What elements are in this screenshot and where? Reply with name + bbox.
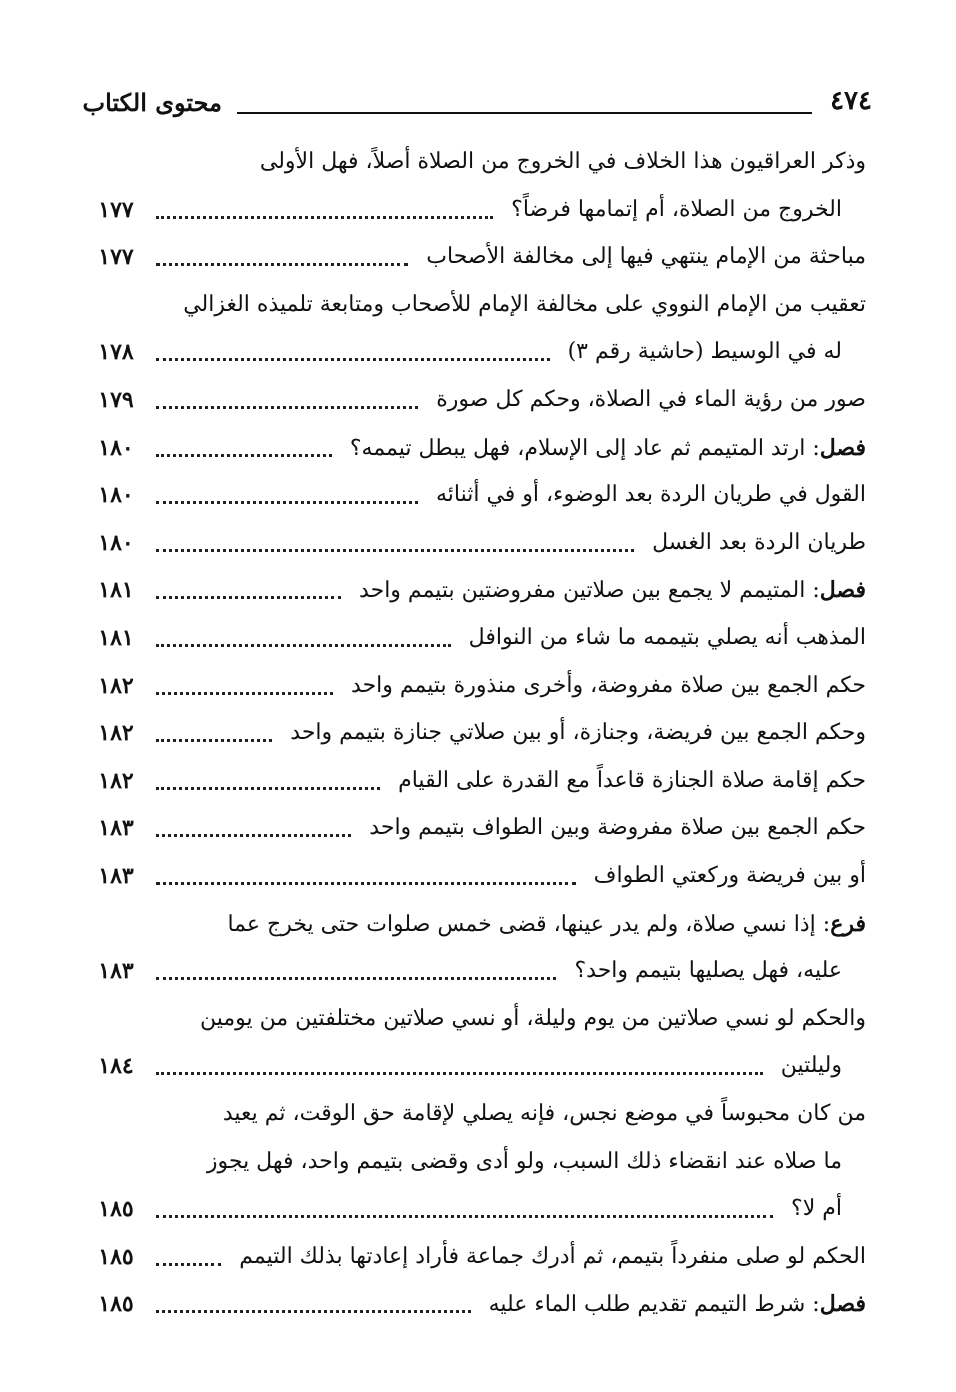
toc-line: [92, 618, 866, 658]
toc-line: [92, 761, 866, 801]
dot-leader: [156, 1072, 763, 1075]
entry-line-text: القول في طريان الردة بعد الوضوء، أو في أثنائه: [435, 482, 866, 508]
entry-line-text: ما صلاه عند انقضاء ذلك السبب، ولو أدى وقضى بتيمم واحد، فهل يجوز: [206, 1148, 842, 1174]
entry-prefix: فصل: [819, 577, 866, 604]
toc-entry-text: [200, 999, 866, 1039]
toc-entry-text: [398, 761, 866, 801]
dot-leader: [156, 263, 408, 266]
toc-entry-text: [359, 570, 866, 611]
dot-leader: [156, 1310, 471, 1313]
toc-page-number: ١٨٠: [98, 434, 134, 461]
entry-prefix: فصل: [819, 434, 866, 461]
toc-entry-text: [511, 190, 842, 230]
toc-line: [92, 1189, 842, 1229]
dot-leader: [156, 358, 550, 361]
toc-line: [92, 1237, 866, 1277]
dot-leader: [156, 406, 418, 409]
toc-entry-text: [351, 666, 866, 706]
toc-page-number: ١٧٧: [98, 244, 134, 271]
toc-page-number: ١٨٠: [98, 482, 134, 509]
toc-page-number: ١٧٧: [98, 196, 134, 223]
toc-line: [92, 1046, 842, 1086]
toc-page-number: ١٨٢: [98, 672, 134, 699]
toc-line: [92, 523, 866, 563]
entry-line-text: عليه، فهل يصليها بتيمم واحد؟: [574, 958, 842, 984]
toc-line: [92, 808, 866, 848]
toc-entry-text: [436, 380, 866, 420]
dot-leader: [156, 834, 351, 837]
entry-line-text: الحكم لو صلى منفرداً بتيمم، ثم أدرك جماعة فأراد إعادتها بذلك التيمم: [239, 1243, 866, 1269]
entry-line-text: وحكم الجمع بين فريضة، وجنازة، أو بين صلاتي جنازة بتيمم واحد: [290, 720, 866, 746]
toc-entry-text: [791, 1189, 842, 1229]
entry-line-text: تعقيب من الإمام النووي على مخالفة الإمام للأصحاب ومتابعة تلميذه الغزالي: [183, 291, 866, 317]
toc-page-number: ١٨٤: [98, 1053, 134, 1080]
toc-line: [92, 237, 866, 277]
toc-line: [92, 332, 842, 372]
entry-line-text: المذهب أنه يصلي بتيممه ما شاء من النوافل: [468, 625, 866, 650]
toc-page-number: ١٨٠: [98, 529, 134, 556]
toc-entry-text: [260, 142, 866, 182]
toc-entry-text: [469, 618, 866, 658]
entry-line-text: حكم الجمع بين صلاة مفروضة، وأخرى منذورة بتيمم واحد: [351, 672, 866, 698]
toc-line: [92, 999, 866, 1039]
entry-line-text: حكم الجمع بين صلاة مفروضة وبين الطواف بتيمم واحد: [369, 815, 866, 841]
toc-entry-text: [594, 856, 866, 896]
entry-line-text: : إذا نسي صلاة، ولم يدر عينها، قضى خمس صلوات حتى يخرج عما: [227, 911, 831, 937]
toc-line: [92, 856, 866, 896]
toc-page-number: ١٨٢: [98, 720, 134, 747]
toc-line: [92, 1094, 866, 1134]
page-number: ٤٧٤: [830, 86, 872, 116]
dot-leader: [156, 692, 333, 695]
dot-leader: [156, 501, 418, 504]
toc-entry-text: [350, 428, 866, 469]
dot-leader: [156, 216, 493, 219]
dot-leader: [156, 1215, 773, 1218]
toc-line: [92, 713, 866, 753]
toc-line: [92, 951, 842, 991]
dot-leader: [156, 549, 634, 552]
toc-entry-text: [426, 237, 866, 277]
toc-page-number: ١٨٥: [98, 1243, 134, 1270]
toc-page-number: ١٨٢: [98, 767, 134, 794]
entry-line-text: : شرط التيمم تقديم طلب الماء عليه: [488, 1292, 820, 1318]
entry-line-text: له في الوسيط (حاشية رقم ٣): [567, 339, 842, 365]
toc-entry-text: [369, 808, 866, 848]
entry-line-text: طريان الردة بعد الغسل: [652, 529, 866, 555]
toc-line: [92, 904, 866, 944]
toc-entry-text: [207, 1142, 842, 1182]
entry-line-text: وليلتين: [780, 1053, 842, 1079]
toc-line: [92, 190, 842, 230]
toc-entry-text: [781, 1046, 842, 1086]
toc-line: [92, 380, 866, 420]
entry-line-text: الخروج من الصلاة، أم إتمامها فرضاً؟: [511, 196, 842, 222]
entry-line-text: والحكم لو نسي صلاتين من يوم وليلة، أو نسي صلاتين مختلفتين من يومين: [200, 1005, 866, 1031]
toc-line: [92, 1284, 866, 1324]
dot-leader: [156, 882, 576, 885]
toc-page-number: ١٨٥: [98, 1196, 134, 1223]
toc-page-number: ١٨٣: [98, 958, 134, 985]
toc-line: [92, 475, 866, 515]
toc-entry-text: [436, 475, 866, 515]
toc-page-number: ١٨٣: [98, 815, 134, 842]
toc-line: [92, 570, 866, 610]
toc-page-number: ١٧٩: [98, 387, 134, 413]
running-title: محتوى الكتاب: [82, 88, 222, 117]
toc-entry-text: [489, 1284, 866, 1325]
page-header: [82, 86, 872, 122]
header-rule: [237, 112, 812, 114]
toc-line: [92, 428, 866, 468]
entry-line-text: : المتيمم لا يجمع بين صلاتين مفروضتين بتيمم واحد: [359, 578, 820, 604]
toc-page-number: ١٨١: [98, 577, 134, 604]
dot-leader: [156, 1263, 221, 1266]
toc-entry-text: [239, 1237, 866, 1277]
toc-entry-text: [568, 332, 842, 372]
dot-leader: [156, 596, 341, 599]
toc-page-number: ١٨١: [98, 625, 134, 651]
toc-line: [92, 1142, 842, 1182]
dot-leader: [156, 787, 380, 790]
toc-entry-text: [227, 904, 866, 945]
toc-page-number: ١٨٣: [98, 863, 134, 889]
toc-entry-text: [652, 523, 866, 563]
toc-entry-text: [183, 285, 866, 325]
toc-entry-text: [223, 1094, 866, 1134]
entry-line-text: أم لا؟: [791, 1196, 842, 1222]
toc-page-number: ١٧٨: [98, 339, 134, 366]
entry-prefix: فصل: [819, 1291, 866, 1318]
entry-line-text: حكم إقامة صلاة الجنازة قاعداً مع القدرة على القيام: [398, 767, 866, 793]
dot-leader: [156, 977, 556, 980]
entry-prefix: فرع: [830, 910, 866, 937]
entry-line-text: وذكر العراقيون هذا الخلاف في الخروج من الصلاة أصلاً، فهل الأولى: [259, 149, 866, 174]
dot-leader: [156, 739, 272, 742]
toc-page-number: ١٨٥: [98, 1291, 134, 1318]
toc-entry-text: [574, 951, 842, 991]
entry-line-text: أو بين فريضة وركعتي الطواف: [593, 863, 866, 888]
dot-leader: [156, 454, 332, 457]
entry-line-text: من كان محبوساً في موضع نجس، فإنه يصلي لإقامة حق الوقت، ثم يعيد: [222, 1101, 866, 1126]
dot-leader: [156, 644, 451, 647]
entry-line-text: مباحثة من الإمام ينتهي فيها إلى مخالفة الأصحاب: [426, 244, 866, 270]
toc-entry-text: [290, 713, 866, 753]
toc-line: [92, 142, 866, 182]
entry-line-text: : ارتد المتيمم ثم عاد إلى الإسلام، فهل يبطل تيممه؟: [349, 435, 820, 461]
toc-line: [92, 666, 866, 706]
toc-line: [92, 285, 866, 325]
entry-line-text: صور من رؤية الماء في الصلاة، وحكم كل صورة: [436, 387, 866, 412]
